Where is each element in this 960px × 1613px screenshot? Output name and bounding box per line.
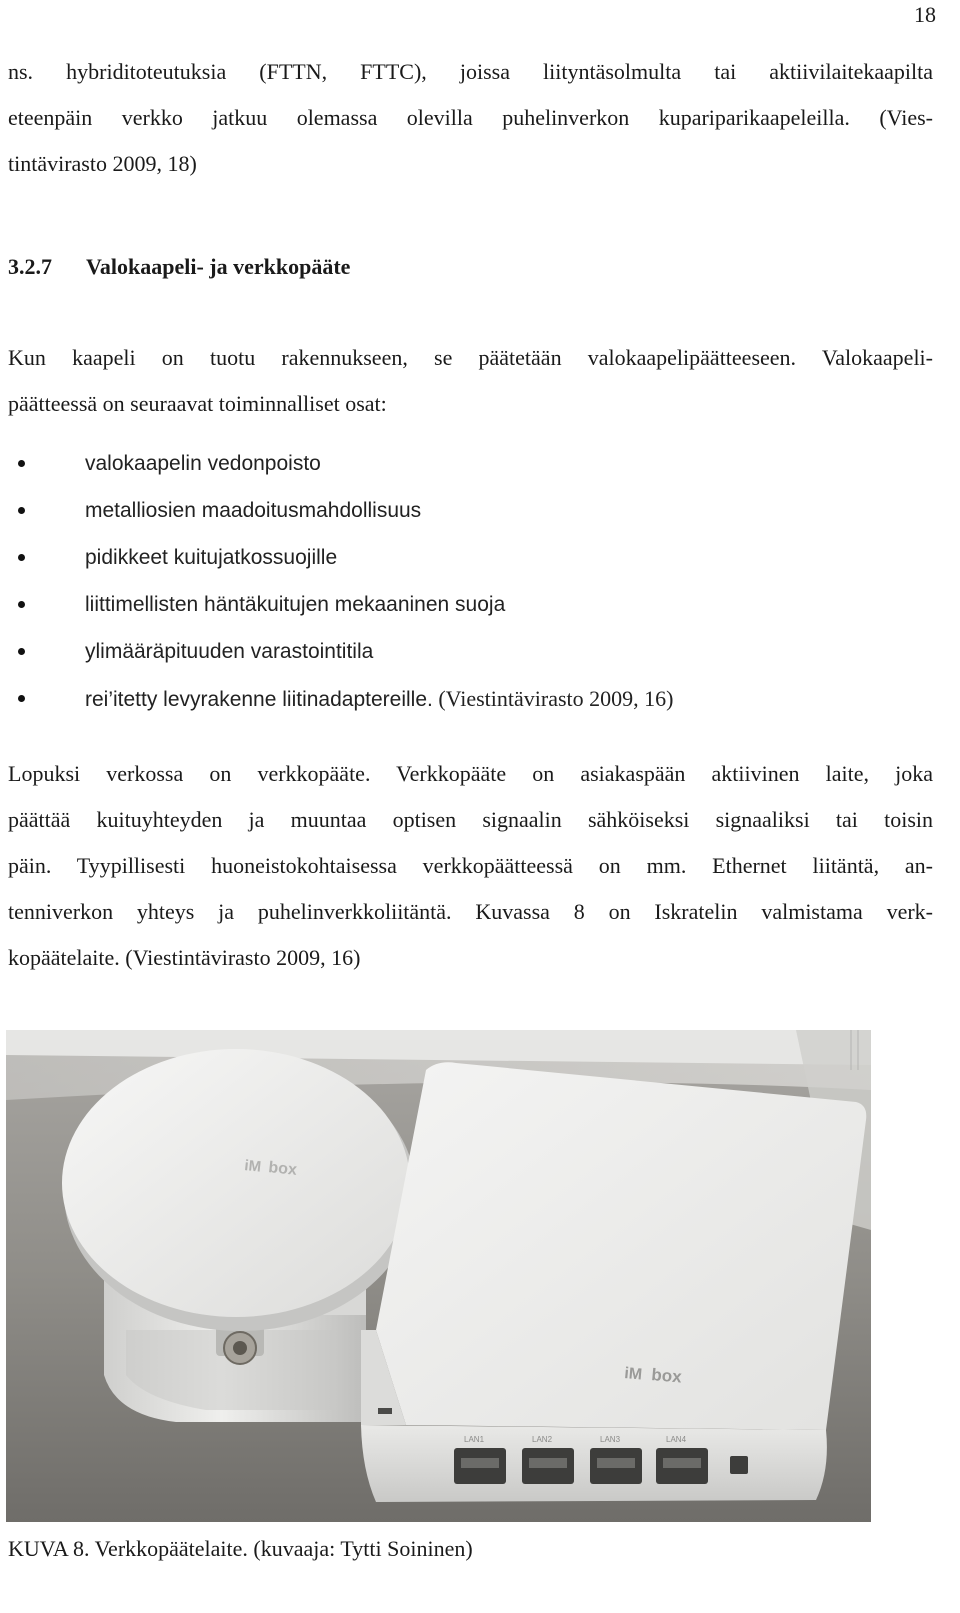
- bullet-icon: [18, 695, 25, 702]
- bullet-icon: [18, 648, 25, 655]
- port-label: LAN1: [464, 1435, 485, 1444]
- list-item: [8, 487, 673, 534]
- figure-caption: KUVA 8. Verkkopäätelaite. (kuvaaja: Tytti Soininen): [8, 1536, 473, 1561]
- list-item: [8, 628, 673, 675]
- power-port-icon: [730, 1456, 748, 1474]
- bullet-list: [8, 440, 673, 722]
- text-line: eteenpäin verkko jatkuu olemassa olevilla puhelinverkon kupariparikaapeleilla. (Vies-: [8, 105, 933, 130]
- bullet-icon: [18, 554, 25, 561]
- list-item-text: rei’itetty levyrakenne liitinadaptereille.: [85, 688, 433, 711]
- text-line: kopäätelaite. (Viestintävirasto 2009, 16): [8, 945, 361, 970]
- paragraph-network-terminal: [8, 751, 933, 981]
- port-label: LAN3: [600, 1435, 621, 1444]
- list-item: [8, 675, 673, 722]
- list-item-text: metalliosien maadoitusmahdollisuus: [85, 499, 422, 522]
- section-number: 3.2.7: [8, 254, 52, 279]
- page-number: 18: [914, 2, 936, 27]
- text-line: päättää kuituyhteyden ja muuntaa optisen signaalin sähköiseksi signaaliksi tai toisin: [8, 807, 933, 832]
- paragraph-cable-termination: [8, 335, 933, 427]
- list-item: [8, 534, 673, 581]
- paragraph-intro: [8, 49, 933, 187]
- list-item-text: pidikkeet kuitujatkossuojille: [85, 546, 338, 569]
- bullet-icon: [18, 601, 25, 608]
- list-item-text: liittimellisten häntäkuitujen mekaaninen suoja: [85, 593, 506, 616]
- bullet-icon: [18, 460, 25, 467]
- device-photo: [6, 1030, 871, 1522]
- brand-logo: iM: [243, 1157, 262, 1176]
- text-line: tintävirasto 2009, 18): [8, 151, 197, 176]
- list-item: [8, 581, 673, 628]
- brand-logo-text: box: [650, 1365, 683, 1387]
- text-line: päin. Tyypillisesti huoneistokohtaisessa verkkopäätteessä on mm. Ethernet liitäntä, an-: [8, 853, 933, 878]
- network-terminal-image: [6, 1030, 871, 1522]
- port-label: LAN2: [532, 1435, 553, 1444]
- section-heading: [8, 254, 350, 280]
- list-item-text: ylimääräpituuden varastointitila: [85, 640, 374, 663]
- text-line: tenniverkon yhteys ja puhelinverkkoliitäntä. Kuvassa 8 on Iskratelin valmistama verk-: [8, 899, 933, 924]
- list-item: [8, 440, 673, 487]
- citation: (Viestintävirasto 2009, 16): [432, 686, 674, 711]
- bullet-icon: [18, 507, 25, 514]
- text-line: päätteessä on seuraavat toiminnalliset osat:: [8, 391, 387, 416]
- port-label: LAN4: [666, 1435, 687, 1444]
- brand-logo: iM: [623, 1365, 643, 1384]
- section-title: Valokaapeli- ja verkkopääte: [86, 254, 351, 279]
- text-line: Lopuksi verkossa on verkkopääte. Verkkopääte on asiakaspään aktiivinen laite, joka: [8, 761, 933, 786]
- list-item-text: valokaapelin vedonpoisto: [85, 452, 321, 475]
- text-line: ns. hybriditoteutuksia (FTTN, FTTC), joissa liityntäsolmulta tai aktiivilaitekaapilta: [8, 59, 933, 84]
- text-line: Kun kaapeli on tuotu rakennukseen, se päätetään valokaapelipäätteeseen. Valokaapeli-: [8, 345, 933, 370]
- brand-logo-text: box: [267, 1159, 298, 1179]
